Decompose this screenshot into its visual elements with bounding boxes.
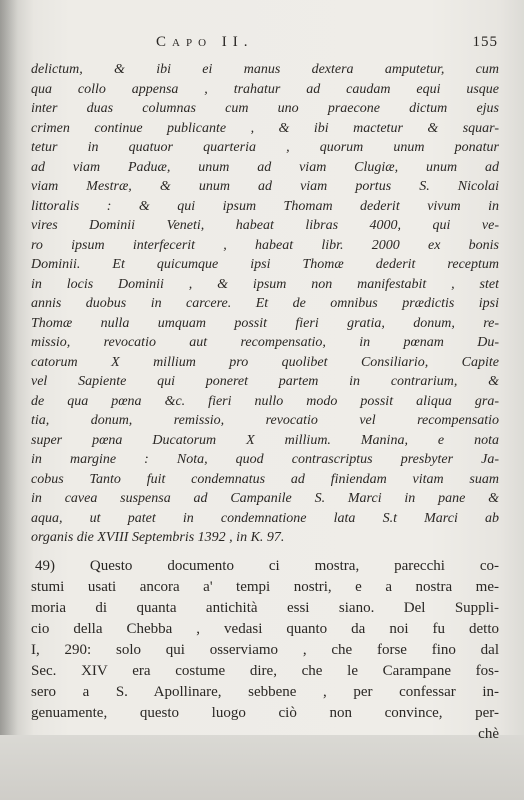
commentary-paragraph	[31, 556, 499, 745]
text-line: in margine : Nota, quod contrascriptus presbyter Ja-	[31, 452, 499, 467]
text-line: in cavea suspensa ad Campanile S. Marci in pane &	[31, 491, 499, 506]
text-line: inter duas columnas cum uno praecone dictum ejus	[31, 101, 499, 116]
page-number: 155	[472, 34, 498, 50]
text-line: catorum X millium pro quolibet Consiliario, Capite	[31, 354, 499, 370]
text-line: stumi usati ancora a' tempi nostri, e a nostra me-	[31, 578, 499, 595]
text-line: 49) Questo documento ci mostra, parecchi co-	[35, 557, 499, 574]
text-line: cio della Chebba , vedasi quanto da noi fu detto	[31, 620, 499, 637]
text-line: vires Dominii Veneti, habeat libras 4000, qui ve-	[31, 218, 499, 233]
text-line: crimen continue publicante , & ibi mactetur & squar-	[31, 120, 499, 136]
text-line: annis duobus in carcere. Et de omnibus prædictis ipsi	[31, 296, 499, 311]
text-line: tia, donum, remissio, revocatio vel recompensatio	[31, 413, 499, 428]
text-line: delictum, & ibi ei manus dextera amputetur, cum	[31, 62, 499, 77]
running-head: Capo II.	[156, 34, 254, 50]
text-line: moria di quanta antichità essi siano. Del Suppli-	[31, 599, 499, 616]
text-line: aqua, ut patet in condemnatione lata S.t Marci ab	[31, 510, 499, 526]
text-line: vel Sapiente qui poneret partem in contrarium, &	[31, 374, 499, 389]
text-line: genuamente, questo luogo ciò non convince, per-	[31, 704, 499, 721]
page-body	[31, 60, 499, 745]
text-line: de qua pœna &c. fieri nullo modo possit aliqua gra-	[31, 393, 499, 409]
page-bottom-edge	[0, 735, 524, 800]
gutter-shadow	[0, 0, 18, 800]
page-header	[30, 34, 498, 56]
text-line: ro ipsum interfecerit , habeat libr. 2000 ex bonis	[31, 237, 499, 253]
text-line: tetur in quatuor quarteria , quorum unum ponatur	[31, 140, 499, 155]
text-line: organis die XVIII Septembris 1392 , in K. 97.	[31, 530, 285, 545]
text-line: cobus Tanto fuit condemnatus ad finiendam vitam suam	[31, 471, 499, 487]
text-line: sero a S. Apollinare, sebbene , per confessar in-	[31, 683, 499, 700]
paragraph-gap	[31, 548, 499, 556]
text-line: Dominii. Et quicumque ipsi Thomæ dederit receptum	[31, 257, 499, 272]
text-line: in locis Dominii , & ipsum non manifestabit , stet	[31, 276, 499, 292]
catchword: chè	[478, 725, 499, 742]
text-line: qua collo appensa , trahatur ad caudam equi usque	[31, 81, 499, 97]
text-line: I, 290: solo qui osserviamo , che forse fino dal	[31, 641, 499, 658]
text-line: Sec. XIV era costume dire, che le Carampane fos-	[31, 662, 499, 679]
text-line: Thomæ nulla umquam possit fieri gratia, donum, re-	[31, 315, 499, 331]
text-line: missio, revocatio aut recompensatio, in pœnam Du-	[31, 335, 499, 350]
latin-quotation	[31, 60, 499, 548]
text-line: super pœna Ducatorum X millium. Manina, e nota	[31, 432, 499, 448]
text-line: ad viam Paduæ, unum ad viam Clugiæ, unum ad	[31, 159, 499, 175]
text-line: littoralis : & qui ipsum Thomam dederit vivum in	[31, 198, 499, 214]
text-line: viam Mestræ, & unum ad viam portus S. Nicolai	[31, 179, 499, 194]
